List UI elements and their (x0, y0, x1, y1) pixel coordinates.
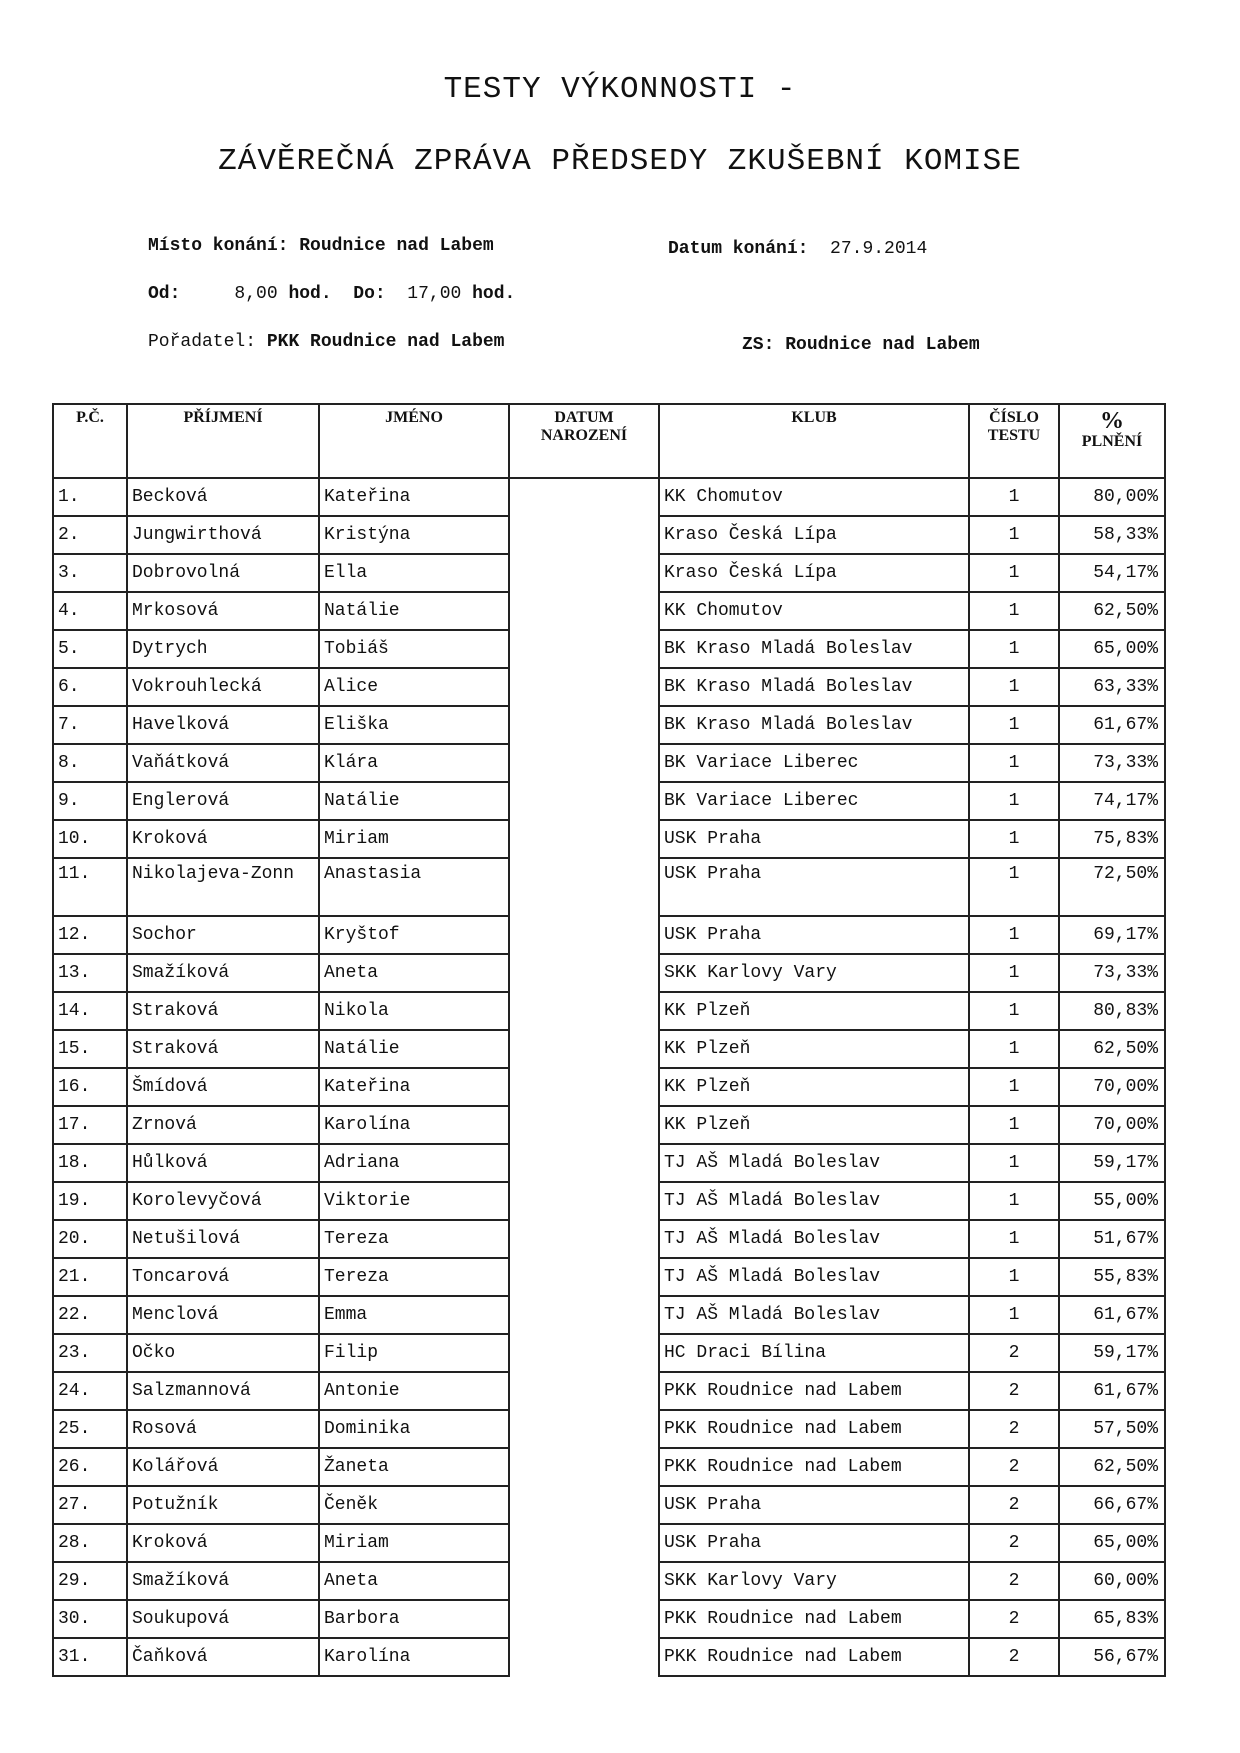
cell-prijmeni: Kroková (127, 1524, 319, 1562)
cell-prijmeni: Jungwirthová (127, 516, 319, 554)
cell-cislo-testu: 1 (969, 1106, 1059, 1144)
cell-datum-narozeni (509, 630, 659, 668)
cell-datum-narozeni (509, 1372, 659, 1410)
cell-klub: SKK Karlovy Vary (659, 954, 969, 992)
cell-pc: 10. (53, 820, 127, 858)
cell-cislo-testu: 1 (969, 554, 1059, 592)
cell-klub: BK Kraso Mladá Boleslav (659, 668, 969, 706)
cell-pc: 4. (53, 592, 127, 630)
cell-prijmeni: Soukupová (127, 1600, 319, 1638)
cell-pc: 16. (53, 1068, 127, 1106)
cell-klub: TJ AŠ Mladá Boleslav (659, 1144, 969, 1182)
title-line-2: ZÁVĚREČNÁ ZPRÁVA PŘEDSEDY ZKUŠEBNÍ KOMISE (218, 144, 1022, 179)
cell-prijmeni: Zrnová (127, 1106, 319, 1144)
title-line-1: TESTY VÝKONNOSTI - (443, 72, 797, 107)
cell-plneni: 61,67% (1059, 706, 1165, 744)
cell-klub: TJ AŠ Mladá Boleslav (659, 1182, 969, 1220)
cell-pc: 31. (53, 1638, 127, 1676)
misto-value: Roudnice nad Labem (299, 236, 494, 256)
cell-pc: 23. (53, 1334, 127, 1372)
table-row (53, 630, 1165, 668)
cell-datum-narozeni (509, 916, 659, 954)
cell-jmeno: Natálie (319, 592, 509, 630)
cell-plneni: 59,17% (1059, 1144, 1165, 1182)
cell-datum-narozeni (509, 1106, 659, 1144)
cell-pc: 28. (53, 1524, 127, 1562)
cell-datum-narozeni (509, 1334, 659, 1372)
cell-plneni: 62,50% (1059, 1030, 1165, 1068)
cell-klub: USK Praha (659, 858, 969, 916)
cell-jmeno: Kateřina (319, 478, 509, 516)
results-table (52, 403, 1166, 1677)
cell-jmeno: Tereza (319, 1258, 509, 1296)
cell-datum-narozeni (509, 954, 659, 992)
cell-jmeno: Miriam (319, 1524, 509, 1562)
zs-label: ZS: (742, 335, 775, 355)
table-row (53, 858, 1165, 916)
table-row (53, 916, 1165, 954)
cell-jmeno: Filip (319, 1334, 509, 1372)
cell-pc: 20. (53, 1220, 127, 1258)
misto-konani (148, 236, 494, 256)
cell-prijmeni: Straková (127, 992, 319, 1030)
table-header-row (53, 404, 1165, 478)
table-row (53, 820, 1165, 858)
cell-datum-narozeni (509, 1258, 659, 1296)
cell-pc: 24. (53, 1372, 127, 1410)
cell-pc: 7. (53, 706, 127, 744)
table-row (53, 1524, 1165, 1562)
cell-cislo-testu: 1 (969, 858, 1059, 916)
header-pc: P.Č. (53, 404, 127, 478)
cell-cislo-testu: 1 (969, 820, 1059, 858)
cell-plneni: 63,33% (1059, 668, 1165, 706)
datum-label: Datum konání: (668, 239, 809, 259)
od-unit: hod. (288, 284, 332, 304)
do-unit: hod. (472, 284, 516, 304)
cell-datum-narozeni (509, 668, 659, 706)
cell-plneni: 65,00% (1059, 630, 1165, 668)
cell-klub: PKK Roudnice nad Labem (659, 1372, 969, 1410)
cell-plneni: 62,50% (1059, 592, 1165, 630)
cell-cislo-testu: 1 (969, 744, 1059, 782)
cell-datum-narozeni (509, 1638, 659, 1676)
cell-plneni: 60,00% (1059, 1562, 1165, 1600)
cell-pc: 14. (53, 992, 127, 1030)
cell-plneni: 56,67% (1059, 1638, 1165, 1676)
cell-prijmeni: Netušilová (127, 1220, 319, 1258)
cell-cislo-testu: 1 (969, 916, 1059, 954)
cell-klub: USK Praha (659, 820, 969, 858)
cell-klub: BK Variace Liberec (659, 782, 969, 820)
cell-cislo-testu: 1 (969, 630, 1059, 668)
cell-cislo-testu: 1 (969, 592, 1059, 630)
cell-datum-narozeni (509, 744, 659, 782)
cell-cislo-testu: 2 (969, 1524, 1059, 1562)
table-row (53, 954, 1165, 992)
cell-jmeno: Eliška (319, 706, 509, 744)
table-row (53, 1030, 1165, 1068)
cell-cislo-testu: 1 (969, 706, 1059, 744)
cell-jmeno: Dominika (319, 1410, 509, 1448)
cell-cislo-testu: 1 (969, 478, 1059, 516)
cell-cislo-testu: 1 (969, 1030, 1059, 1068)
cell-klub: TJ AŠ Mladá Boleslav (659, 1296, 969, 1334)
cell-pc: 12. (53, 916, 127, 954)
cell-datum-narozeni (509, 1144, 659, 1182)
cell-cislo-testu: 1 (969, 1258, 1059, 1296)
cell-klub: TJ AŠ Mladá Boleslav (659, 1258, 969, 1296)
cell-pc: 1. (53, 478, 127, 516)
cell-plneni: 55,00% (1059, 1182, 1165, 1220)
cell-prijmeni: Čaňková (127, 1638, 319, 1676)
cell-klub: PKK Roudnice nad Labem (659, 1448, 969, 1486)
cell-prijmeni: Kroková (127, 820, 319, 858)
cell-cislo-testu: 1 (969, 1182, 1059, 1220)
cell-cislo-testu: 1 (969, 668, 1059, 706)
cell-klub: Kraso Česká Lípa (659, 554, 969, 592)
cell-plneni: 61,67% (1059, 1372, 1165, 1410)
cell-pc: 9. (53, 782, 127, 820)
table-row (53, 1486, 1165, 1524)
cell-klub: PKK Roudnice nad Labem (659, 1600, 969, 1638)
cell-plneni: 54,17% (1059, 554, 1165, 592)
datum-konani (668, 239, 927, 259)
cell-datum-narozeni (509, 592, 659, 630)
table-row (53, 668, 1165, 706)
od-label: Od: (148, 284, 181, 304)
cell-jmeno: Antonie (319, 1372, 509, 1410)
cell-jmeno: Žaneta (319, 1448, 509, 1486)
cell-plneni: 61,67% (1059, 1296, 1165, 1334)
cell-plneni: 69,17% (1059, 916, 1165, 954)
cell-prijmeni: Becková (127, 478, 319, 516)
cell-prijmeni: Vokrouhlecká (127, 668, 319, 706)
misto-label: Místo konání: (148, 236, 289, 256)
od-value: 8,00 (234, 284, 278, 304)
cell-prijmeni: Vaňátková (127, 744, 319, 782)
cell-cislo-testu: 1 (969, 1068, 1059, 1106)
cell-klub: HC Draci Bílina (659, 1334, 969, 1372)
cell-plneni: 58,33% (1059, 516, 1165, 554)
zs-value: Roudnice nad Labem (785, 335, 980, 355)
cell-jmeno: Karolína (319, 1638, 509, 1676)
cell-pc: 17. (53, 1106, 127, 1144)
cell-klub: PKK Roudnice nad Labem (659, 1410, 969, 1448)
cell-cislo-testu: 2 (969, 1410, 1059, 1448)
cell-klub: KK Plzeň (659, 1068, 969, 1106)
cell-pc: 6. (53, 668, 127, 706)
table-row (53, 1334, 1165, 1372)
cell-klub: KK Chomutov (659, 592, 969, 630)
cell-datum-narozeni (509, 1182, 659, 1220)
cell-klub: PKK Roudnice nad Labem (659, 1638, 969, 1676)
cell-jmeno: Barbora (319, 1600, 509, 1638)
header-datum-narozeni: DATUM NAROZENÍ (509, 404, 659, 478)
cell-cislo-testu: 1 (969, 516, 1059, 554)
cell-plneni: 70,00% (1059, 1106, 1165, 1144)
cell-klub: KK Chomutov (659, 478, 969, 516)
cell-jmeno: Aneta (319, 1562, 509, 1600)
cell-datum-narozeni (509, 516, 659, 554)
cell-jmeno: Natálie (319, 782, 509, 820)
table-row (53, 1562, 1165, 1600)
cell-plneni: 70,00% (1059, 1068, 1165, 1106)
header-klub: KLUB (659, 404, 969, 478)
header-jmeno: JMÉNO (319, 404, 509, 478)
table-row (53, 1410, 1165, 1448)
table-row (53, 554, 1165, 592)
cell-prijmeni: Šmídová (127, 1068, 319, 1106)
header-prijmeni: PŘÍJMENÍ (127, 404, 319, 478)
cell-datum-narozeni (509, 554, 659, 592)
cell-pc: 21. (53, 1258, 127, 1296)
cell-jmeno: Miriam (319, 820, 509, 858)
cell-klub: KK Plzeň (659, 1030, 969, 1068)
cell-jmeno: Tereza (319, 1220, 509, 1258)
table-row (53, 1372, 1165, 1410)
cell-prijmeni: Smažíková (127, 1562, 319, 1600)
cell-prijmeni: Sochor (127, 916, 319, 954)
cell-datum-narozeni (509, 1600, 659, 1638)
cell-klub: KK Plzeň (659, 1106, 969, 1144)
cell-jmeno: Ella (319, 554, 509, 592)
cell-datum-narozeni (509, 1296, 659, 1334)
cell-prijmeni: Dobrovolná (127, 554, 319, 592)
poradatel-label: Pořadatel: (148, 332, 257, 352)
cell-cislo-testu: 2 (969, 1486, 1059, 1524)
cell-datum-narozeni (509, 1410, 659, 1448)
cell-prijmeni: Mrkosová (127, 592, 319, 630)
cell-datum-narozeni (509, 706, 659, 744)
cell-jmeno: Karolína (319, 1106, 509, 1144)
table-row (53, 1296, 1165, 1334)
cell-jmeno: Alice (319, 668, 509, 706)
cell-plneni: 65,00% (1059, 1524, 1165, 1562)
cell-klub: KK Plzeň (659, 992, 969, 1030)
cell-pc: 2. (53, 516, 127, 554)
cell-prijmeni: Korolevyčová (127, 1182, 319, 1220)
cell-prijmeni: Hůlková (127, 1144, 319, 1182)
cell-datum-narozeni (509, 1448, 659, 1486)
datum-value: 27.9.2014 (830, 239, 928, 259)
cell-datum-narozeni (509, 1486, 659, 1524)
header-percent-sign: % (1100, 408, 1124, 434)
cell-pc: 18. (53, 1144, 127, 1182)
table-row (53, 1068, 1165, 1106)
cell-plneni: 59,17% (1059, 1334, 1165, 1372)
cell-prijmeni: Menclová (127, 1296, 319, 1334)
cell-prijmeni: Salzmannová (127, 1372, 319, 1410)
cell-pc: 8. (53, 744, 127, 782)
cell-pc: 29. (53, 1562, 127, 1600)
table-row (53, 592, 1165, 630)
table-row (53, 1258, 1165, 1296)
poradatel-value: PKK Roudnice nad Labem (266, 332, 505, 352)
cell-cislo-testu: 2 (969, 1562, 1059, 1600)
cell-cislo-testu: 2 (969, 1372, 1059, 1410)
cell-klub: TJ AŠ Mladá Boleslav (659, 1220, 969, 1258)
table-row (53, 1448, 1165, 1486)
cell-klub: Kraso Česká Lípa (659, 516, 969, 554)
cell-klub: USK Praha (659, 916, 969, 954)
cell-jmeno: Adriana (319, 1144, 509, 1182)
cell-pc: 25. (53, 1410, 127, 1448)
cell-jmeno: Anastasia (319, 858, 509, 916)
cell-plneni: 73,33% (1059, 744, 1165, 782)
table-row (53, 706, 1165, 744)
cell-pc: 26. (53, 1448, 127, 1486)
cell-jmeno: Tobiáš (319, 630, 509, 668)
cell-plneni: 73,33% (1059, 954, 1165, 992)
cell-cislo-testu: 1 (969, 782, 1059, 820)
cell-jmeno: Nikola (319, 992, 509, 1030)
cell-prijmeni: Havelková (127, 706, 319, 744)
cell-prijmeni: Kolářová (127, 1448, 319, 1486)
poradatel (148, 332, 504, 352)
cell-plneni: 72,50% (1059, 858, 1165, 916)
cell-klub: USK Praha (659, 1524, 969, 1562)
cell-prijmeni: Englerová (127, 782, 319, 820)
cell-cislo-testu: 1 (969, 1296, 1059, 1334)
cell-pc: 27. (53, 1486, 127, 1524)
cell-jmeno: Kateřina (319, 1068, 509, 1106)
cell-plneni: 80,00% (1059, 478, 1165, 516)
cell-pc: 13. (53, 954, 127, 992)
cell-pc: 30. (53, 1600, 127, 1638)
cell-cislo-testu: 1 (969, 992, 1059, 1030)
cell-datum-narozeni (509, 1030, 659, 1068)
cell-klub: SKK Karlovy Vary (659, 1562, 969, 1600)
cell-jmeno: Kristýna (319, 516, 509, 554)
cell-cislo-testu: 2 (969, 1448, 1059, 1486)
cell-prijmeni: Rosová (127, 1410, 319, 1448)
cell-jmeno: Viktorie (319, 1182, 509, 1220)
do-label: Do: (353, 284, 386, 304)
table-row (53, 1106, 1165, 1144)
table-row (53, 1600, 1165, 1638)
cell-datum-narozeni (509, 1562, 659, 1600)
cell-datum-narozeni (509, 478, 659, 516)
cell-datum-narozeni (509, 858, 659, 916)
cell-jmeno: Klára (319, 744, 509, 782)
table-row (53, 1182, 1165, 1220)
cell-datum-narozeni (509, 1524, 659, 1562)
cell-klub: USK Praha (659, 1486, 969, 1524)
header-plneni (1059, 404, 1165, 478)
cell-pc: 22. (53, 1296, 127, 1334)
cell-klub: BK Variace Liberec (659, 744, 969, 782)
table-row (53, 1144, 1165, 1182)
table-row (53, 992, 1165, 1030)
header-plneni-label: PLNĚNÍ (1081, 433, 1143, 450)
cell-datum-narozeni (509, 1068, 659, 1106)
table-row (53, 516, 1165, 554)
cell-cislo-testu: 1 (969, 1144, 1059, 1182)
table-row (53, 478, 1165, 516)
cell-jmeno: Kryštof (319, 916, 509, 954)
cell-pc: 5. (53, 630, 127, 668)
cell-cislo-testu: 2 (969, 1334, 1059, 1372)
cell-plneni: 66,67% (1059, 1486, 1165, 1524)
cell-prijmeni: Smažíková (127, 954, 319, 992)
cell-cislo-testu: 1 (969, 1220, 1059, 1258)
table-row (53, 744, 1165, 782)
cell-pc: 11. (53, 858, 127, 916)
od-do (148, 284, 515, 304)
cell-plneni: 65,83% (1059, 1600, 1165, 1638)
cell-jmeno: Aneta (319, 954, 509, 992)
cell-prijmeni: Dytrych (127, 630, 319, 668)
cell-cislo-testu: 1 (969, 954, 1059, 992)
cell-datum-narozeni (509, 782, 659, 820)
cell-plneni: 80,83% (1059, 992, 1165, 1030)
cell-prijmeni: Straková (127, 1030, 319, 1068)
table-row (53, 1220, 1165, 1258)
cell-pc: 3. (53, 554, 127, 592)
cell-prijmeni: Potužník (127, 1486, 319, 1524)
table-row (53, 1638, 1165, 1676)
table-row (53, 782, 1165, 820)
cell-cislo-testu: 2 (969, 1638, 1059, 1676)
do-value: 17,00 (407, 284, 462, 304)
cell-plneni: 75,83% (1059, 820, 1165, 858)
cell-prijmeni: Toncarová (127, 1258, 319, 1296)
cell-klub: BK Kraso Mladá Boleslav (659, 706, 969, 744)
cell-datum-narozeni (509, 820, 659, 858)
cell-datum-narozeni (509, 1220, 659, 1258)
cell-jmeno: Čeněk (319, 1486, 509, 1524)
cell-jmeno: Natálie (319, 1030, 509, 1068)
cell-datum-narozeni (509, 992, 659, 1030)
cell-plneni: 74,17% (1059, 782, 1165, 820)
cell-klub: BK Kraso Mladá Boleslav (659, 630, 969, 668)
cell-prijmeni: Nikolajeva-Zonn (127, 858, 319, 916)
cell-prijmeni: Očko (127, 1334, 319, 1372)
cell-plneni: 55,83% (1059, 1258, 1165, 1296)
cell-plneni: 51,67% (1059, 1220, 1165, 1258)
zs (742, 335, 980, 355)
cell-cislo-testu: 2 (969, 1600, 1059, 1638)
cell-plneni: 57,50% (1059, 1410, 1165, 1448)
cell-pc: 15. (53, 1030, 127, 1068)
cell-jmeno: Emma (319, 1296, 509, 1334)
header-cislo-testu: ČÍSLO TESTU (969, 404, 1059, 478)
cell-plneni: 62,50% (1059, 1448, 1165, 1486)
cell-pc: 19. (53, 1182, 127, 1220)
